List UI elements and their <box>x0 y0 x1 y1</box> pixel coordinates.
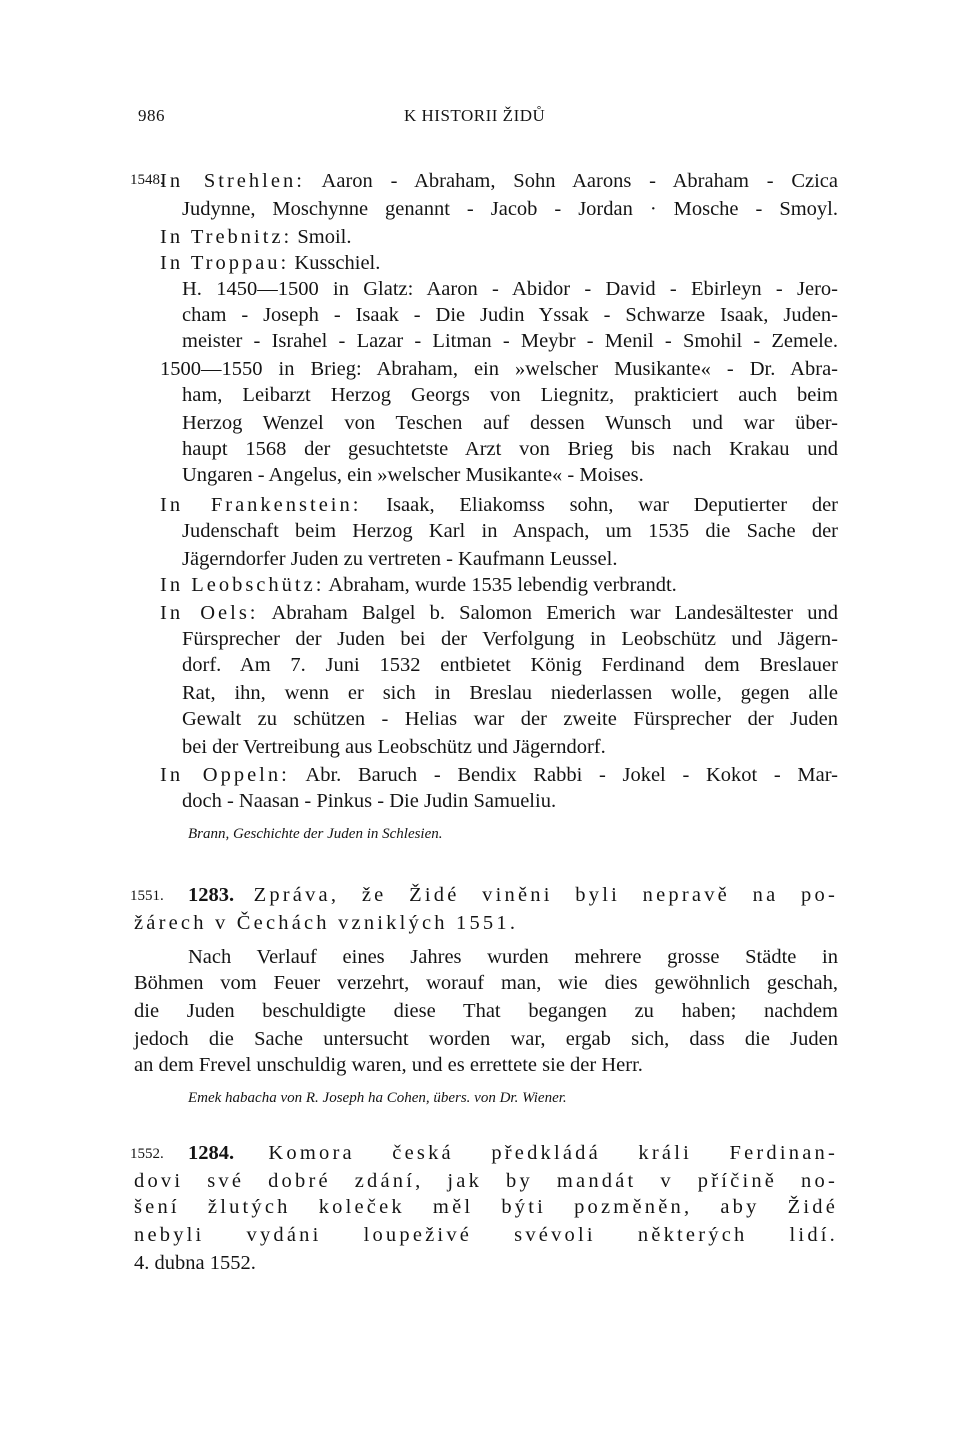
text-line <box>160 168 838 194</box>
line-text: meister - Israhel - Lazar - Litman - Meybr - Menil - Smohil - Zemele. <box>182 330 838 352</box>
document-number: 1283. <box>188 884 254 906</box>
document-title: nebyli vydáni loupeživé svévoli některých lidí. <box>134 1224 838 1246</box>
text-line <box>182 462 838 488</box>
body-line: jedoch die Sache untersucht worden war, ergab sich, dass die Juden <box>134 1028 838 1050</box>
place-name: In Trebnitz: <box>160 226 293 248</box>
year-margin-1548: 1548. <box>130 172 164 188</box>
text-line <box>182 734 838 760</box>
document-title: Komora česká předkládá králi Ferdinan- <box>268 1142 838 1164</box>
line-text: H. 1450—1500 in Glatz: Aaron - Abidor - David - Ebirleyn - Jero- <box>182 278 838 300</box>
text-line <box>160 250 838 276</box>
place-name: In Strehlen: <box>160 170 305 192</box>
line-text: Gewalt zu schützen - Helias war der zweite Fürsprecher der Juden <box>182 708 838 730</box>
line-text: Smoil. <box>292 226 352 248</box>
document-title-line <box>188 1140 838 1166</box>
line-text: haupt 1568 der gesuchtetste Arzt von Brieg bis nach Krakau und <box>182 438 838 460</box>
body-line: an dem Frevel unschuldig waren, und es errettete sie der Herr. <box>134 1054 643 1076</box>
text-line <box>182 328 838 354</box>
line-text: Fürsprecher der Juden bei der Verfolgung in Leobschütz und Jägern- <box>182 628 838 650</box>
text-line <box>160 600 838 626</box>
line-text: Jägerndorfer Juden zu vertreten - Kaufmann Leussel. <box>182 548 618 570</box>
line-text: Kusschiel. <box>289 252 381 274</box>
line-text: Abraham, wurde 1535 lebendig verbrandt. <box>324 574 677 596</box>
text-line <box>160 762 838 788</box>
text-line <box>182 788 838 814</box>
line-text: Aaron - Abraham, Sohn Aarons - Abraham - Czica <box>304 170 838 192</box>
line-text: Isaak, Eliakomss sohn, war Deputierter der <box>361 494 839 516</box>
text-line <box>182 706 838 732</box>
line-text: 1500—1550 in Brieg: Abraham, ein »welscher Musikante« - Dr. Abra- <box>160 358 838 380</box>
text-line <box>182 436 838 462</box>
place-name: In Troppau: <box>160 252 290 274</box>
document-title-line <box>134 910 734 936</box>
line-text: Judenschaft beim Herzog Karl in Anspach, um 1535 die Sache der <box>182 520 838 542</box>
document-title: Zpráva, že Židé viněni byli nepravě na po- <box>253 884 838 906</box>
body-line: Böhmen vom Feuer verzehrt, worauf man, wie dies gewöhnlich geschah, <box>134 972 838 994</box>
year-margin-1552: 1552. <box>130 1146 164 1162</box>
source-citation-2: Emek habacha von R. Joseph ha Cohen, übers. von Dr. Wiener. <box>188 1090 567 1106</box>
year-margin-1551: 1551. <box>130 888 164 904</box>
document-number: 1284. <box>188 1142 269 1164</box>
place-name: In Oppeln: <box>160 764 290 786</box>
text-line <box>182 410 838 436</box>
line-text: doch - Naasan - Pinkus - Die Judin Samueliu. <box>182 790 557 812</box>
text-line <box>182 518 838 544</box>
body-line: die Juden beschuldigte diese That begangen zu haben; nachdem <box>134 1000 838 1022</box>
line-text: Rat, ihn, wenn er sich in Breslau niederlassen wolle, gegen alle <box>182 682 838 704</box>
page-number: 986 <box>138 106 165 125</box>
line-text: Herzog Wenzel von Teschen auf dessen Wunsch und war über- <box>182 412 838 434</box>
document-title-line <box>134 1168 838 1194</box>
place-name: In Oels: <box>160 602 259 624</box>
line-text: Judynne, Moschynne genannt - Jacob - Jordan · Mosche - Smoyl. <box>182 198 838 220</box>
text-line <box>182 626 838 652</box>
running-title: K HISTORII ŽIDŮ <box>404 106 546 125</box>
line-text: cham - Joseph - Isaak - Die Judin Yssak - Schwarze Isaak, Juden- <box>182 304 838 326</box>
line-text: ham, Leibarzt Herzog Georgs von Liegnitz, prakticiert auch beim <box>182 384 838 406</box>
text-line <box>182 382 838 408</box>
document-date: 4. dubna 1552. <box>134 1252 256 1274</box>
text-line <box>182 680 838 706</box>
text-line <box>182 302 838 328</box>
text-line <box>182 546 838 572</box>
place-name: In Leobschütz: <box>160 574 325 596</box>
source-citation-1: Brann, Geschichte der Juden in Schlesien. <box>188 826 443 842</box>
text-line <box>160 356 838 382</box>
document-title-line <box>134 1194 838 1220</box>
line-text: bei der Vertreibung aus Leobschütz und Jägerndorf. <box>182 736 606 758</box>
document-title-line <box>134 1222 838 1248</box>
text-line <box>182 276 838 302</box>
line-text: dorf. Am 7. Juni 1532 entbietet König Ferdinand dem Breslauer <box>182 654 838 676</box>
document-title-line <box>188 882 838 908</box>
line-text: Abraham Balgel b. Salomon Emerich war Landesältester und <box>258 602 838 624</box>
document-title: šení žlutých koleček měl býti pozměněn, aby Židé <box>134 1196 838 1218</box>
place-name: In Frankenstein: <box>160 494 362 516</box>
document-title: žárech v Čechách vzniklých 1551. <box>134 912 519 934</box>
body-line: Nach Verlauf eines Jahres wurden mehrere grosse Städte in <box>188 946 838 968</box>
document-title: dovi své dobré zdání, jak by mandát v příčině no- <box>134 1170 838 1192</box>
text-line <box>160 224 838 250</box>
text-line <box>182 652 838 678</box>
line-text: Ungaren - Angelus, ein »welscher Musikante« - Moises. <box>182 464 644 486</box>
text-line <box>160 492 838 518</box>
line-text: Abr. Baruch - Bendix Rabbi - Jokel - Kokot - Mar- <box>289 764 839 786</box>
text-line <box>160 572 838 598</box>
text-line <box>182 196 838 222</box>
